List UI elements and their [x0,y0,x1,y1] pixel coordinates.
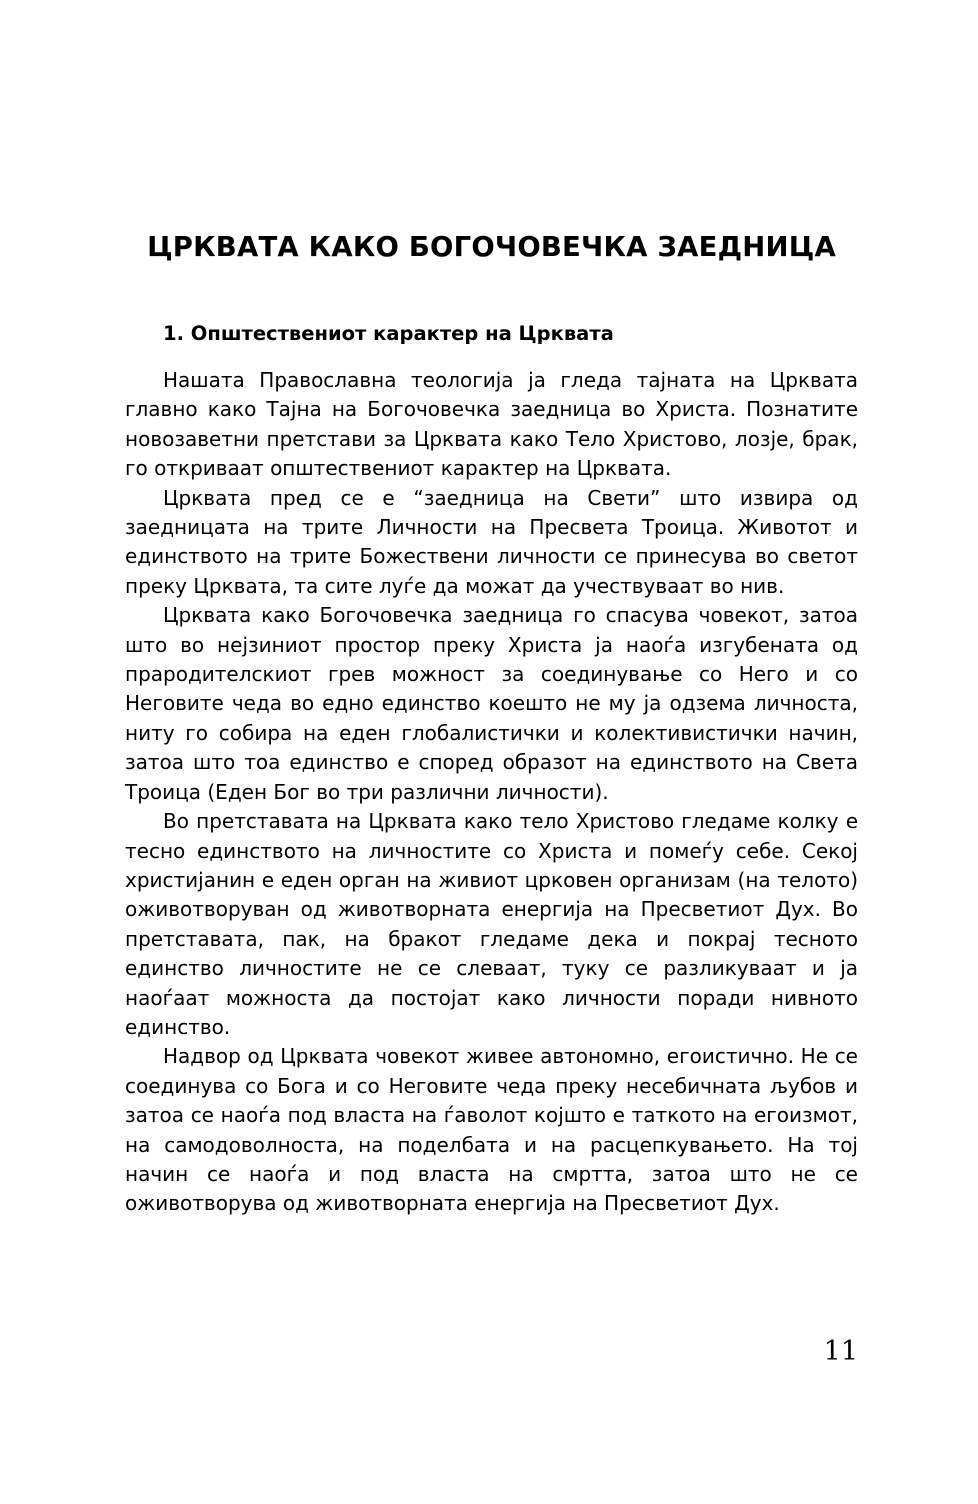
page-number: 11 [823,1336,858,1367]
paragraph: Во претставата на Црквата како тело Христово гледаме колку е тесно единството на личностите со Христа и помеѓу себе. Секој христијанин е еден орган на живиот црковен организам (на телото) оживотворуван од животворната енергија на Пресветиот Дух. Во претставата, пак, на бракот гледаме дека и покрај тесното единство личностите не се слеваат, туку се разликуваат и ја наоѓаат можноста да постојат како личности поради нивното единство. [125,809,858,1039]
paragraph: Црквата пред се е “заедница на Свети” што извира од заедницата на трите Личности на Пресвета Троица. Животот и единството на трите Божествени личности се принесува во светот преку Црквата, та сите луѓе да можат да учествуваат во нив. [125,485,858,598]
paragraph: Надвор од Црквата човекот живее автономно, егоистично. Не се соединува со Бога и со Неговите чеда преку несебичната љубов и затоа се наоѓа под власта на ѓаволот којшто е таткото на егоизмот, на самодоволноста, на поделбата и на расцепкувањето. На тој начин се наоѓа и под власта на смртта, затоа што не се оживотворува од животворната енергија на Пресветиот Дух. [125,1044,858,1216]
page-title: ЦРКВАТА КАКО БОГОЧОВЕЧКА ЗАЕДНИЦА [147,231,836,264]
paragraph: Црквата како Богочовечка заедница го спасува човекот, затоа што во нејзиниот простор преку Христа ја наоѓа изгубената од прародителскиот грев можност за соединување со Него и со Неговите чеда во едно единство коешто не му ја одзема личноста, ниту го собира на еден глобалистички и колективистички начин, затоа што тоа единство е според образот на единството на Света Троица (Еден Бог во три различни личности). [125,603,858,804]
paragraph: Нашата Православна теологија ја гледа тајната на Црквата главно како Тајна на Богочовечка заедница во Христа. Познатите новозаветни претстави за Црквата како Тело Христово, лозје, брак, го откриваат општествениот карактер на Црквата. [125,368,858,481]
section-heading: 1. Општествениот карактер на Црквата [163,322,614,346]
body-text [125,366,858,1219]
page-content [125,0,858,1504]
